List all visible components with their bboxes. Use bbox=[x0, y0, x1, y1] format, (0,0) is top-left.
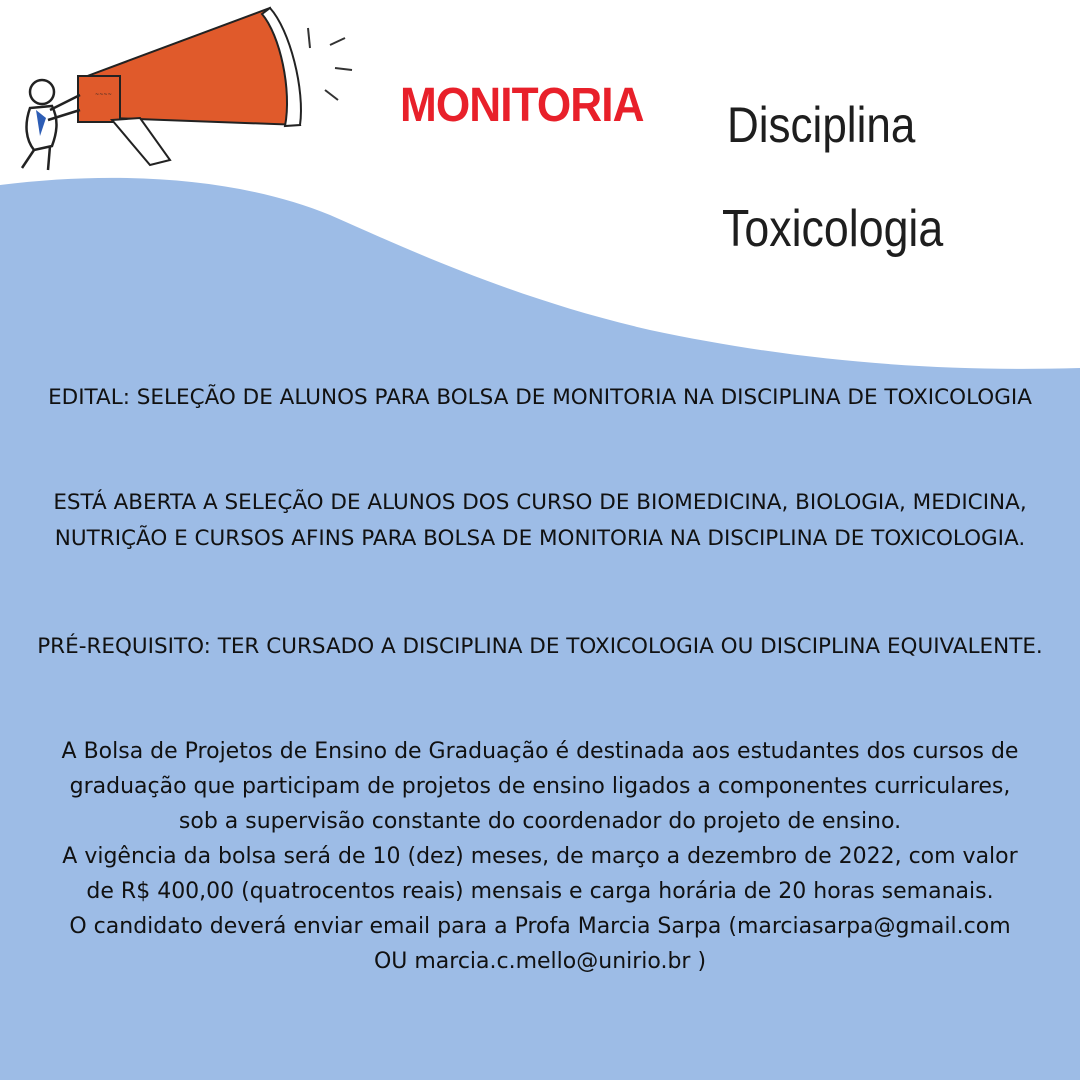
description-line: sob a supervisão constante do coordenador do projeto de ensino. bbox=[178, 809, 902, 834]
disciplina-label: Disciplina bbox=[727, 97, 916, 153]
description-paragraph bbox=[14, 734, 1066, 979]
stick-figure-icon bbox=[22, 80, 80, 170]
selection-open-paragraph: ESTÁ ABERTA A SELEÇÃO DE ALUNOS DOS CURSO DE BIOMEDICINA, BIOLOGIA, MEDICINA, NUTRIÇÃO E CURSOS AFINS PARA BOLSA DE MONITORIA NA DISCIPLINA DE TOXICOLOGIA. bbox=[53, 490, 1027, 551]
description-line: graduação que participam de projetos de ensino ligados a componentes curriculares, bbox=[69, 774, 1011, 799]
description-line: A vigência da bolsa será de 10 (dez) meses, de março a dezembro de 2022, com valor bbox=[62, 844, 1018, 869]
edital-heading: EDITAL: SELEÇÃO DE ALUNOS PARA BOLSA DE MONITORIA NA DISCIPLINA DE TOXICOLOGIA bbox=[48, 385, 1032, 410]
description-line: de R$ 400,00 (quatrocentos reais) mensais e carga horária de 20 horas semanais. bbox=[86, 879, 994, 904]
contact-line: O candidato deverá enviar email para a Profa Marcia Sarpa (marciasarpa@gmail.com bbox=[69, 914, 1011, 939]
megaphone-icon bbox=[0, 0, 360, 180]
toxicologia-label: Toxicologia bbox=[722, 200, 944, 258]
description-line: A Bolsa de Projetos de Ensino de Graduação é destinada aos estudantes dos cursos de bbox=[61, 739, 1019, 764]
svg-text:~~~~: ~~~~ bbox=[95, 92, 112, 98]
monitoria-title: MONITORIA bbox=[400, 79, 644, 132]
contact-line: OU marcia.c.mello@unirio.br ) bbox=[373, 949, 707, 974]
prerequisite-paragraph: PRÉ-REQUISITO: TER CURSADO A DISCIPLINA DE TOXICOLOGIA OU DISCIPLINA EQUIVALENTE. bbox=[37, 634, 1043, 659]
